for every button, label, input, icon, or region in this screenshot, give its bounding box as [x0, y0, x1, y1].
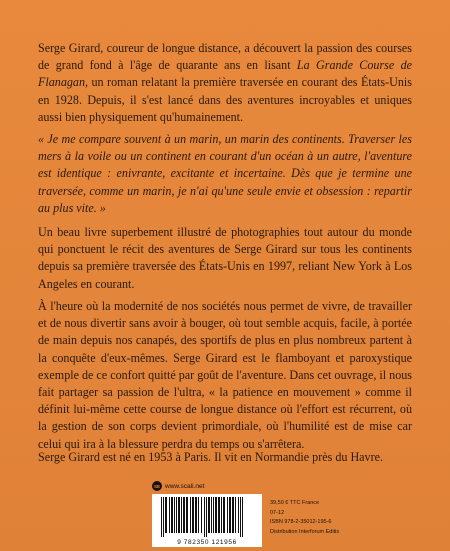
barcode-bar [181, 497, 182, 533]
quote-paragraph: « Je me compare souvent à un marin, un marin des continents. Traverser les mers à la voile ou un continent en courant d'un océan à un autre, l'aventure est identique : enivrante, excitante et incertaine. Dès que je termine une traversée, comme un marin, je n'ai qu'une seule envie et obsession : repartir au plus vite. » [38, 132, 412, 215]
barcode-bar [198, 497, 199, 533]
footer [152, 481, 422, 551]
price: 39,50 € TTC France [270, 500, 320, 506]
barcode-bar [229, 497, 231, 533]
barcode-bar [163, 497, 164, 537]
barcode-bar [192, 497, 194, 533]
barcode-bar [227, 497, 228, 533]
book-title: La Grande Course de Flanagan [38, 58, 412, 90]
isbn: ISBN 978-2-35012-195-6 [270, 519, 332, 525]
barcode-bar [208, 497, 210, 533]
barcode-bar [242, 497, 243, 537]
barcode-bar [221, 497, 222, 533]
barcode-bar [165, 497, 167, 533]
barcode-bar [235, 497, 236, 533]
price-info [270, 499, 339, 537]
barcode-bar [161, 497, 162, 537]
barcode-bar [190, 497, 191, 533]
barcode-bar [183, 497, 185, 533]
barcode-bar [201, 497, 202, 533]
barcode-bar [169, 497, 170, 533]
intro-text-end: , un roman relatant la première traversée en courant des États-Unis en 1928. Depuis, il s'est lancé dans des aventures incroyables et uniques aussi bien physiquement qu'humainement. [38, 75, 412, 124]
barcode-bar [176, 497, 177, 533]
barcode-bar [240, 497, 241, 537]
publisher-row [152, 481, 204, 491]
barcode-bar [195, 497, 197, 533]
publisher-website: www.scali.net [165, 482, 205, 490]
barcode-bar [206, 497, 207, 537]
barcode-bar [232, 497, 234, 533]
intro-paragraph [38, 40, 412, 126]
distribution: Distribution Interforum Editis [270, 528, 340, 535]
barcode-bar [223, 497, 225, 533]
author-bio: Serge Girard est né en 1953 à Paris. Il vit en Normandie près du Havre. [38, 450, 384, 464]
context-paragraph: À l'heure où la modernité de nos sociétés nous permet de vivre, de travailler et de nous divertir sans avoir à bouger, où tout semble acquis, facile, à portée de main depuis nos canapés, des sportifs de plus en plus nombreux partent à la conquête d'eux-mêmes. Serge Girard est le flamboyant et paroxystique exemple de ce confort quitté par goût de l'aventure. Dans cet ouvrage, il nous fait partager sa passion de l'ultra, « la patience en mouvement » comme il définit lui-même cette course de longue distance où l'effort est récurrent, où la gestion de son corps devient primordiale, où l'humilité est de mise car celui qui ira à la blessure perdra du temps ou s'arrêtera. [38, 299, 412, 451]
barcode-bar [218, 497, 220, 533]
barcode-bars [160, 497, 254, 537]
barcode-bar [238, 497, 239, 533]
barcode-number: 9 782350 121956 [177, 539, 237, 546]
barcode-bar [186, 497, 188, 533]
barcode-bar [213, 497, 214, 533]
intro-text-start: Serge Girard, coureur de longue distance, a découvert la passion des courses de grand fond à l'âge de quarante ans en lisant [38, 41, 412, 73]
barcode-bar [174, 497, 175, 533]
barcode-bar [171, 497, 173, 533]
description-paragraph: Un beau livre superbement illustré de photographies tout autour du monde qui ponctuent le récit des aventures de Serge Girard sur tous les continents depuis sa première traversée des États-Unis en 1997, reliant New York à Los Angeles en courant. [38, 225, 412, 291]
edition-code: 07-12 [270, 509, 285, 516]
publisher-logo-icon: SE [152, 481, 162, 491]
barcode-bar [204, 497, 205, 537]
barcode-bar [215, 497, 217, 533]
barcode [152, 494, 262, 547]
barcode-bar [211, 497, 212, 533]
barcode-bar [178, 497, 180, 533]
